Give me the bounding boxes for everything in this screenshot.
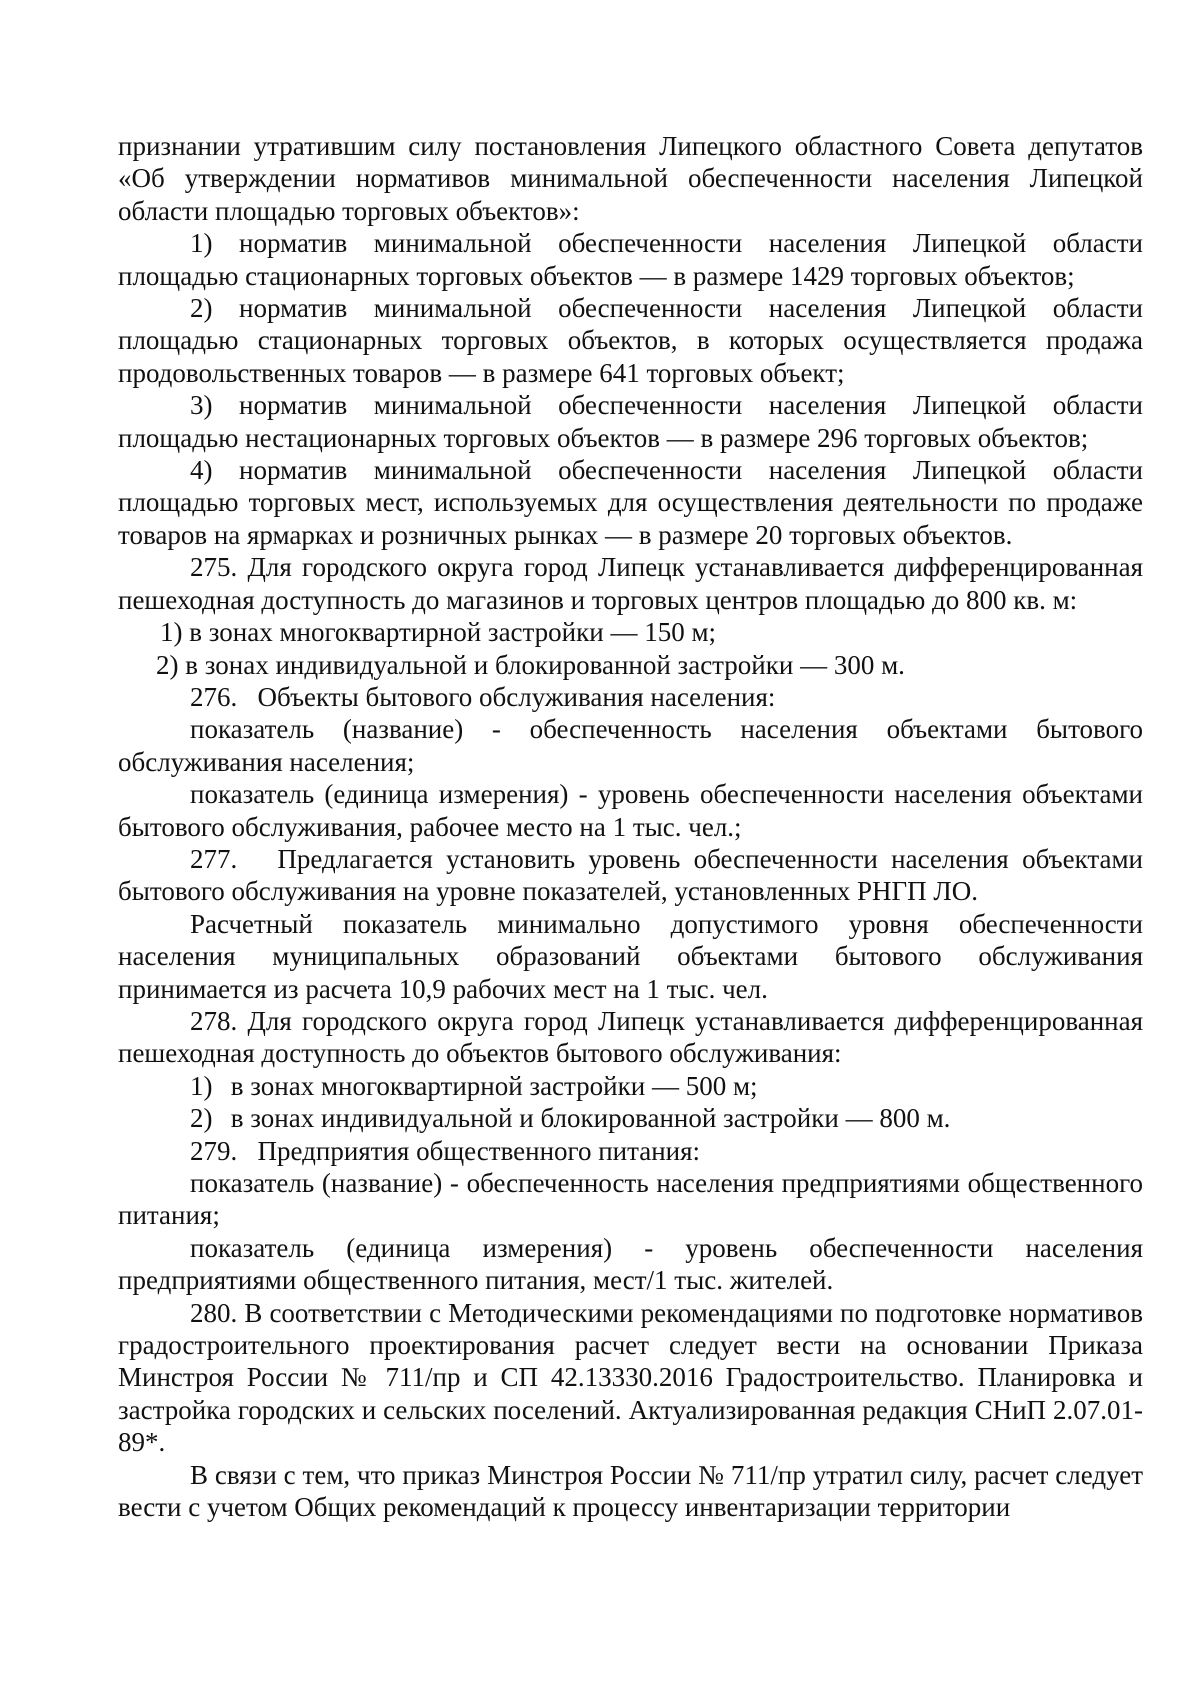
list-item <box>118 1070 1143 1102</box>
paragraph-indicator-name: показатель (название) - обеспеченность населения объектами бытового обслуживания населения; <box>118 714 1143 777</box>
paragraph-279: 279. Предприятия общественного питания: <box>190 1135 701 1166</box>
paragraph-norm-3: 3) норматив минимальной обеспеченности населения Липецкой области площадью нестационарных торговых объектов — в размере 296 торговых объектов; <box>118 390 1143 453</box>
paragraph-intro: признании утратившим силу постановления Липецкого областного Совета депутатов «Об утверждении нормативов минимальной обеспеченности населения Липецкой области площадью торговых объектов»: <box>118 131 1143 226</box>
list-item-number: 2) <box>156 649 179 680</box>
paragraph-norm-1: 1) норматив минимальной обеспеченности населения Липецкой области площадью стационарных торговых объектов — в размере 1429 торговых объектов; <box>118 228 1143 291</box>
paragraph-277: 277. Предлагается установить уровень обеспеченности населения объектами бытового обслуживания на уровне показателей, установленных РНГП ЛО. <box>118 843 1150 907</box>
paragraph-calculation: Расчетный показатель минимально допустимого уровня обеспеченности населения муниципальных образований объектами бытового обслуживания принимается из расчета 10,9 рабочих мест на 1 тыс. чел. <box>118 908 1143 1004</box>
paragraph-indicator-unit-2: показатель (единица измерения) - уровень обеспеченности населения предприятиями общественного питания, мест/1 тыс. жителей. <box>118 1232 1143 1296</box>
paragraph-276: 276. Объекты бытового обслуживания населения: <box>190 681 776 712</box>
paragraph-norm-4: 4) норматив минимальной обеспеченности населения Липецкой области площадью торговых мест, используемых для осуществления деятельности по продаже товаров на ярмарках и розничных рынках — в размере 20 торговых объектов. <box>118 455 1143 550</box>
list-item-text: в зонах индивидуальной и блокированной застройки — 300 м. <box>185 649 905 680</box>
list-item-text: в зонах многоквартирной застройки — 500 м; <box>230 1070 758 1101</box>
paragraph-indicator-name-2: показатель (название) - обеспеченность населения предприятиями общественного питания; <box>118 1168 1143 1231</box>
list-item <box>118 1102 1143 1134</box>
list-item-number: 2) <box>190 1103 213 1134</box>
list-item-number: 1) <box>160 617 183 648</box>
list-item <box>118 616 1143 648</box>
document-page <box>118 130 1150 1523</box>
list-item <box>118 649 1143 681</box>
paragraph-indicator-unit: показатель (единица измерения) - уровень обеспеченности населения объектами бытового обслуживания, рабочее место на 1 тыс. чел.; <box>118 779 1143 842</box>
list-item-text: в зонах индивидуальной и блокированной застройки — 800 м. <box>230 1103 951 1134</box>
list-item-text: в зонах многоквартирной застройки — 150 м; <box>189 617 717 648</box>
paragraph-278: 278. Для городского округа город Липецк устанавливается дифференцированная пешеходная доступность до объектов бытового обслуживания: <box>118 1005 1143 1069</box>
list-item-number: 1) <box>190 1070 213 1101</box>
paragraph-norm-2: 2) норматив минимальной обеспеченности населения Липецкой области площадью стационарных торговых объектов, в которых осуществляется продажа продовольственных товаров — в размере 641 торговых объект; <box>118 293 1143 388</box>
paragraph-280: 280. В соответствии с Методическими рекомендациями по подготовке нормативов градостроительного проектирования расчет следует вести на основании Приказа Минстроя России № 711/пр и СП 42.13330.2016 Градостроительство. Планировка и застройка городских и сельских поселений. Актуализированная редакция СНиП 2.07.01-89*. <box>118 1297 1143 1458</box>
paragraph-final: В связи с тем, что приказ Минстроя России № 711/пр утратил силу, расчет следует вести с учетом Общих рекомендаций к процессу инвентаризации территории <box>118 1459 1143 1523</box>
paragraph-275: 275. Для городского округа город Липецк устанавливается дифференцированная пешеходная доступность до магазинов и торговых центров площадью до 800 кв. м: <box>118 552 1143 615</box>
